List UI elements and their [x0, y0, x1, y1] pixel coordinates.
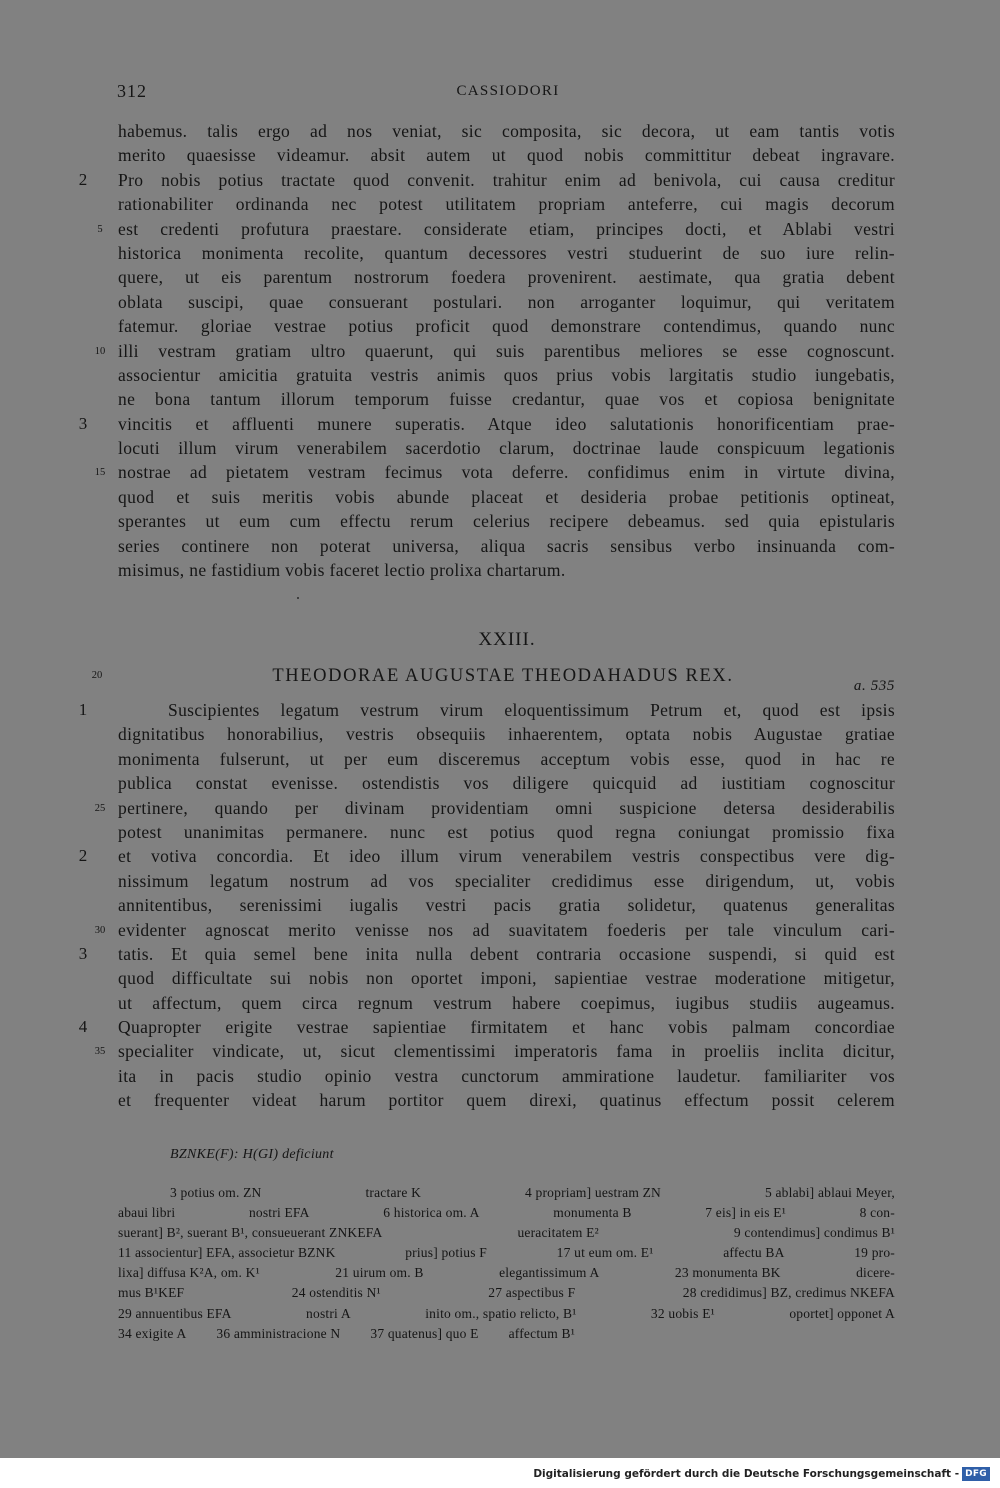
letter-title: THEODORAE AUGUSTAE THEODAHADUS REX. — [272, 666, 734, 686]
text-line — [0, 942, 1000, 966]
apparatus-entry: 21 uirum om. B — [335, 1265, 424, 1281]
apparatus-entry: 4 propriam] uestram ZN — [525, 1185, 662, 1200]
line-text: ita in pacis studio opinio vestra cunctorum ammiratione laudetur. familiariter vos — [118, 1065, 895, 1086]
apparatus-entry: nostri EFA — [248, 1205, 310, 1221]
line-text: Suscipientes legatum vestrum virum eloquentissimum Petrum et, quod est ipsis — [168, 700, 895, 720]
line-text: et frequenter videat harum portitor quem direxi, quatinus effectum possit celerem — [118, 1090, 895, 1111]
text-line — [0, 314, 1000, 338]
letter-text — [0, 698, 1000, 1113]
text-line — [0, 241, 1000, 265]
line-number: 10 — [94, 345, 106, 357]
letter-date: a. 535 — [853, 678, 895, 694]
line-text: sperantes ut eum cum effectu rerum celerius recipere debeamus. sed quia epistularis — [118, 511, 895, 532]
apparatus-entry: 27 aspectibus F — [488, 1285, 576, 1301]
apparatus-entry: dicere- — [856, 1265, 895, 1281]
line-text: vincitis et affluenti munere superatis. Atque ideo salutationis honorificentiam prae- — [118, 413, 895, 434]
text-line — [0, 698, 1000, 722]
apparatus-line — [118, 1183, 895, 1203]
text-line — [0, 991, 1000, 1015]
line-text: misimus, ne fastidium vobis faceret lectio prolixa chartarum. — [118, 560, 566, 581]
section-number: 3 — [78, 413, 88, 433]
text-line — [0, 265, 1000, 289]
apparatus-line — [118, 1243, 895, 1263]
line-text: potest unanimitas permanere. nunc est potius quod regna coniungat promissio fixa — [118, 821, 895, 842]
text-line — [0, 1088, 1000, 1112]
line-text: oblata suscipi, quae consuerant postulari. non arroganter loquimur, qui veritatem — [118, 291, 895, 312]
apparatus-sigla-note: BZNKE(F): H(GI) deficiunt — [170, 1147, 334, 1162]
line-text: monimenta fulserunt, ut per eum disceremus acceptum vobis esse, quod in hac re — [118, 748, 895, 769]
text-line — [0, 387, 1000, 411]
line-text: locuti illum virum venerabilem sacerdotio clarum, doctrinae laude conspicuum legationis — [118, 438, 895, 459]
text-line — [0, 558, 1000, 582]
line-number: 5 — [97, 223, 103, 235]
apparatus-entry: 3 potius om. ZN — [170, 1185, 262, 1200]
text-line — [0, 1064, 1000, 1088]
text-line — [0, 436, 1000, 460]
line-text: nostrae ad pietatem vestram fecimus vota deferre. confidimus enim in virtute divina, — [118, 462, 895, 483]
line-text: Pro nobis potius tractate quod convenit. trahitur enim ad benivola, cui causa creditur — [118, 169, 895, 190]
apparatus-entry: affectu BA — [723, 1245, 785, 1261]
text-line — [0, 485, 1000, 509]
line-text: dignitatibus honorabilius, vestris obsequiis inhaerentem, optata nobis Augustae gratiae — [118, 724, 895, 745]
apparatus-entry: monumenta B — [553, 1205, 632, 1221]
apparatus-entry: 5 ablabi] ablaui Meyer, — [764, 1185, 895, 1200]
apparatus-entry: 17 ut eum om. E¹ — [556, 1245, 654, 1261]
apparatus-entry: 9 contendimus] condimus B¹ — [733, 1225, 895, 1241]
line-text: habemus. talis ergo ad nos veniat, sic composita, sic decora, ut eam tantis votis — [118, 121, 895, 141]
apparatus-entry: lixa] diffusa K²A, om. K¹ — [118, 1265, 260, 1281]
text-line — [0, 1039, 1000, 1063]
text-line — [0, 143, 1000, 167]
text-line — [0, 509, 1000, 533]
text-line — [0, 966, 1000, 990]
apparatus-line — [118, 1263, 895, 1283]
apparatus-entry: 11 associentur] EFA, associetur BZNK — [118, 1245, 336, 1261]
running-title: CASSIODORI — [456, 83, 560, 99]
text-line — [0, 363, 1000, 387]
apparatus-entry: inito om., spatio relicto, B¹ — [425, 1305, 577, 1321]
section-number: 2 — [78, 169, 88, 189]
line-text: annitentibus, serenissimi iugalis vestri pacis gratia solidetur, quatenus generalitas — [118, 895, 895, 916]
apparatus-entry: 7 eis] in eis E¹ — [705, 1205, 786, 1221]
apparatus-entry: 8 con- — [859, 1205, 895, 1221]
dfg-logo: DFG — [962, 1467, 990, 1481]
text-line — [0, 893, 1000, 917]
line-number: 30 — [94, 924, 106, 936]
line-number: 35 — [94, 1046, 106, 1058]
apparatus-entry: ueracitatem E² — [517, 1225, 599, 1241]
line-text: tatis. Et quia semel bene inita nulla debent contraria occasione suspendi, si quid est — [118, 943, 895, 964]
line-text: et votiva concordia. Et ideo illum virum venerabilem vestris conspectibus vere dig- — [118, 846, 895, 867]
text-line — [0, 796, 1000, 820]
line-text: quod difficultate sui nobis non oportet imponi, sapientiae vestrae moderatione mitigetur, — [118, 968, 895, 989]
apparatus-entry: abaui libri — [118, 1205, 176, 1221]
text-line — [0, 168, 1000, 192]
line-text: associentur amicitia gratuita vestris animis quos prius vobis largitatis studio iungebatis, — [118, 364, 895, 385]
apparatus-entry: oportet] opponet A — [789, 1305, 895, 1321]
line-text: Quapropter erigite vestrae sapientiae firmitatem et hanc vobis palmam concordiae — [118, 1017, 895, 1038]
critical-apparatus — [118, 1183, 895, 1344]
previous-letter-text — [0, 119, 1000, 582]
apparatus-entry: 19 pro- — [854, 1245, 895, 1261]
apparatus-entry: elegantissimum A — [499, 1265, 600, 1281]
line-number: 15 — [94, 467, 106, 479]
text-line — [0, 460, 1000, 484]
line-text: est credenti profutura praestare. considerate etiam, principes docti, et Ablabi vestri — [118, 218, 895, 239]
line-text: rationabiliter ordinanda nec potest utilitatem propriam anteferre, cui magis decorum — [118, 194, 895, 215]
section-number: 3 — [78, 943, 88, 963]
apparatus-line — [118, 1223, 895, 1243]
apparatus-entry: prius] potius F — [405, 1245, 487, 1261]
line-text: pertinere, quando per divinam providentiam omni suspicione detersa desiderabilis — [118, 797, 895, 818]
line-text: merito quaesisse videamur. absit autem ut quod nobis committitur debeat ingravare. — [118, 145, 895, 166]
apparatus-entry: 24 ostenditis N¹ — [291, 1285, 381, 1301]
section-number: 4 — [78, 1017, 88, 1037]
text-line — [0, 844, 1000, 868]
letter-number: XXIII. — [478, 629, 536, 650]
text-line — [0, 918, 1000, 942]
text-line — [0, 192, 1000, 216]
line-text: specialiter vindicate, ut, sicut clementissimi imperatoris fama in proeliis inclita dicitur, — [118, 1041, 895, 1062]
line-text: ne bona tantum illorum temporum fuisse credantur, quae vos et copiosa benignitate — [118, 389, 895, 410]
text-line — [0, 722, 1000, 746]
apparatus-entry: 6 historica om. A — [383, 1205, 480, 1221]
text-line — [0, 217, 1000, 241]
credit-text: Digitalisierung gefördert durch die Deutsche Forschungsgemeinschaft - — [533, 1468, 960, 1480]
line-text: nissimum legatum nostrum ad vos specialiter credidimus esse dirigendum, ut, vobis — [118, 870, 895, 891]
line-text: quod et suis meritis vobis abunde placeat et desideria probae petitionis optineat, — [118, 486, 895, 507]
apparatus-line — [118, 1304, 895, 1324]
apparatus-entry: mus B¹KEF — [118, 1285, 185, 1301]
apparatus-entry: nostri A — [306, 1305, 351, 1321]
line-text: publica constat evenisse. ostendistis vos diligere quicquid ad iustitiam cognoscitur — [118, 773, 895, 794]
line-text: quere, ut eis parentum nostrorum foedera provenirent. aestimate, qua gratia debent — [118, 267, 895, 288]
text-line — [0, 747, 1000, 771]
text-line — [0, 771, 1000, 795]
text-line — [0, 820, 1000, 844]
line-number: 25 — [94, 802, 106, 814]
apparatus-line — [118, 1283, 895, 1303]
text-line — [0, 290, 1000, 314]
apparatus-entry: tractare K — [365, 1185, 422, 1200]
apparatus-entry: 32 uobis E¹ — [650, 1305, 715, 1321]
text-line — [0, 412, 1000, 436]
line-text: illi vestram gratiam ultro quaerunt, qui suis parentibus meliores se esse cognoscunt. — [118, 340, 895, 361]
apparatus-entry: 23 monumenta BK — [674, 1265, 781, 1281]
section-number: 1 — [78, 700, 88, 719]
apparatus-entry: 36 amministracione N — [216, 1325, 341, 1341]
apparatus-line — [118, 1324, 895, 1344]
apparatus-entry: 29 annuentibus EFA — [118, 1305, 232, 1321]
line-number: 20 — [91, 670, 103, 681]
apparatus-entry: affectum B¹ — [508, 1325, 575, 1341]
print-speck — [297, 597, 299, 599]
line-text: fatemur. gloriae vestrae potius proficit quod demonstrare contendimus, quando nunc — [118, 316, 895, 337]
line-text: series continere non poterat universa, aliqua sacris sensibus verbo insinuanda com- — [118, 535, 895, 556]
text-line — [0, 1015, 1000, 1039]
apparatus-entry: 37 quatenus] quo E — [370, 1325, 479, 1341]
text-line — [0, 119, 1000, 143]
apparatus-entry: 34 exigite A — [118, 1325, 187, 1341]
digitization-credit — [533, 1466, 990, 1482]
page-number: 312 — [117, 81, 147, 101]
line-text: ut affectum, quem circa regnum vestrum habere coepimus, iugibus studiis augeamus. — [118, 992, 895, 1013]
apparatus-entry: suerant] B², suerant B¹, consueuerant ZNKEFA — [118, 1225, 383, 1241]
line-text: historica monimenta recolite, quantum decessores vestri studuerint de suo iure relin- — [118, 242, 895, 263]
text-line — [0, 869, 1000, 893]
text-line — [0, 339, 1000, 363]
apparatus-line — [118, 1203, 895, 1223]
text-line — [0, 534, 1000, 558]
section-number: 2 — [78, 846, 88, 866]
apparatus-entry: 28 credidimus] BZ, credimus NKEFA — [682, 1285, 895, 1301]
line-text: evidenter agnoscat merito venisse nos ad suavitatem foederis per tale vinculum cari- — [118, 919, 895, 940]
